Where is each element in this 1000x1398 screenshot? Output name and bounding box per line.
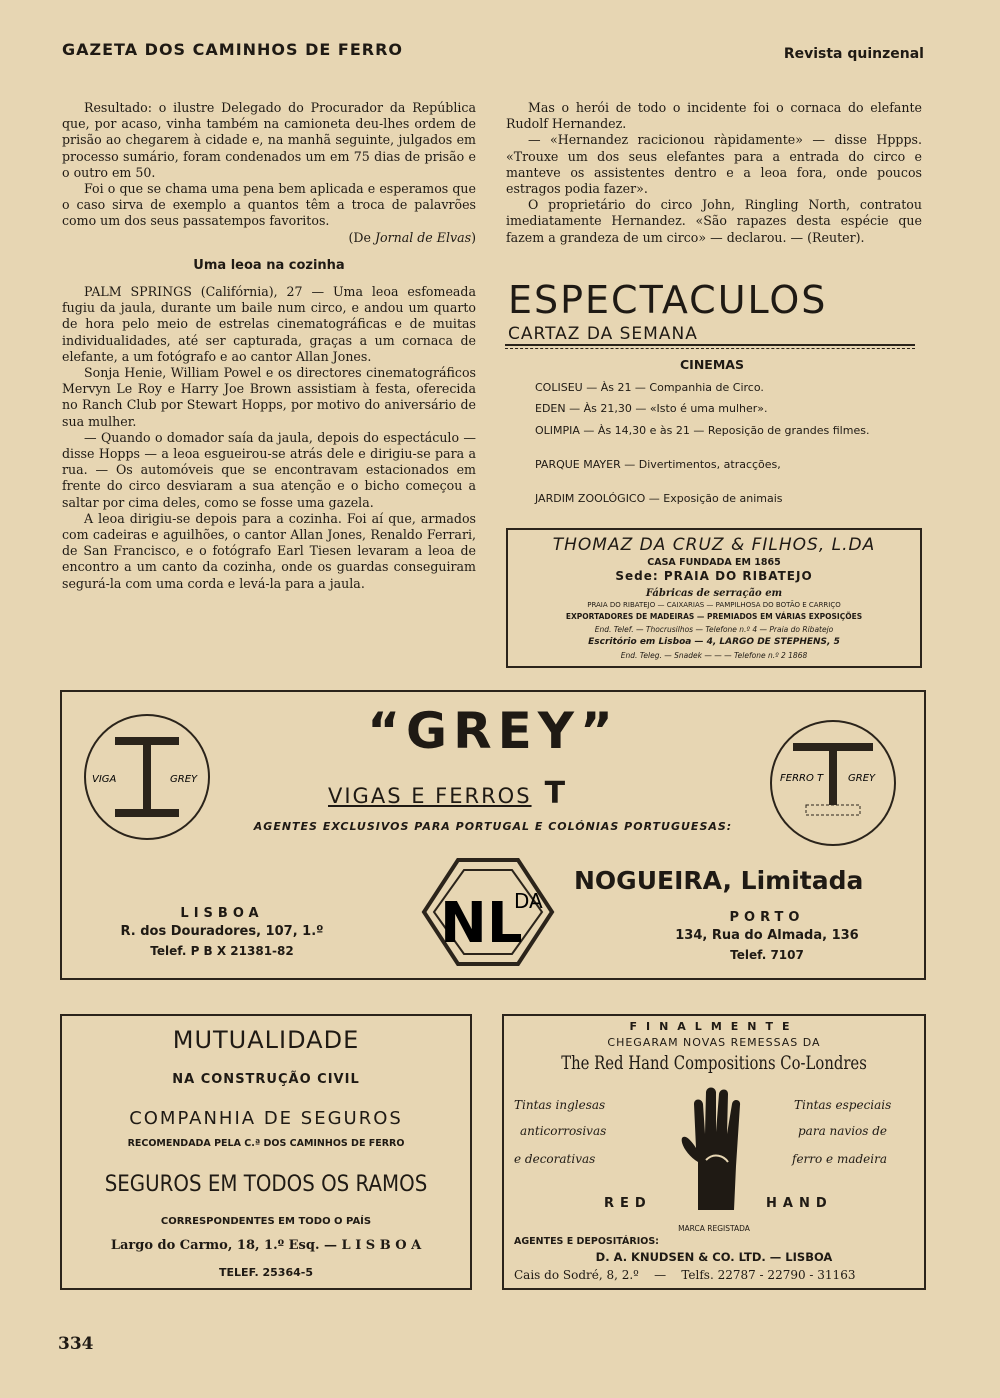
redhand-company: D. A. KNUDSEN & CO. LTD. — LISBOA bbox=[595, 1250, 833, 1264]
thomaz-teleg: End. Teleg. — Snadek — — — Telefone n.º 2 1868 bbox=[620, 651, 808, 660]
mutualidade-line8: TELEF. 25364-5 bbox=[219, 1266, 313, 1279]
source-prefix: (De bbox=[348, 229, 375, 245]
journal-title: GAZETA DOS CAMINHOS DE FERRO bbox=[62, 40, 404, 59]
redhand-address: Cais do Sodré, 8, 2.º — Telfs. 22787 - 22790 - 31163 bbox=[514, 1268, 856, 1282]
mutualidade-line4: RECOMENDADA PELA C.ª DOS CAMINHOS DE FERRO bbox=[127, 1138, 405, 1149]
right-logo-label-a: FERRO T bbox=[780, 773, 824, 784]
paragraph: PALM SPRINGS (Califórnia), 27 — Uma leoa esfomeada fugiu da jaula, durante um baile num circo, e andou um quarto de hora pelo meio de estrelas cinematográficas e de muitas individualidades, até ser capturada, graças a um cornaca de elefante, a um fotógrafo e ao cantor Allan Jones. bbox=[62, 284, 476, 364]
mutualidade-ad bbox=[60, 1014, 472, 1290]
program-item: COLISEU — Às 21 — Companhia de Circo. bbox=[535, 381, 764, 394]
grey-subtitle-row bbox=[328, 776, 565, 811]
paragraph: — Quando o domador saía da jaula, depois do espectáculo — disse Hopps — a leoa esgueirou-se atrás dele e dirigiu-se para a rua. — Os automóveis que se encontravam estacionados em frente do circo desviaram a sua atenção e o bicho começou a saltar por cima deles, como se fosse uma gazela. bbox=[62, 429, 476, 510]
redhand-line3: The Red Hand Compositions Co-Londres bbox=[561, 1052, 867, 1074]
lisboa-block bbox=[72, 906, 372, 958]
redhand-right-b: para navios de bbox=[798, 1124, 888, 1138]
redhand-left-b: anticorrosivas bbox=[520, 1124, 607, 1138]
grey-agents: AGENTES EXCLUSIVOS PARA PORTUGAL E COLÓNIAS PORTUGUESAS: bbox=[253, 820, 733, 833]
mutualidade-title: MUTUALIDADE bbox=[172, 1026, 360, 1054]
lisboa-city: LISBOA bbox=[180, 906, 264, 921]
right-column bbox=[506, 100, 922, 246]
thomaz-telef: End. Telef. — Thocrusilhos — Telefone n.º 4 — Praia do Ribatejo bbox=[594, 625, 834, 634]
porto-telephone: Telef. 7107 bbox=[730, 948, 804, 962]
program-item: EDEN — Às 21,30 — «Isto é uma mulher». bbox=[535, 402, 768, 415]
grey-ad bbox=[60, 690, 926, 980]
redhand-left-c: e decorativas bbox=[514, 1152, 596, 1166]
source-title: Jornal de Elvas bbox=[374, 229, 472, 245]
thomaz-founded: CASA FUNDADA EM 1865 bbox=[647, 557, 781, 568]
paragraph: A leoa dirigiu-se depois para a cozinha. Foi aí que, armados com cadeiras e aguilhões, o cantor Allan Jones, Renaldo Ferrari, de San Francisco, e o fotógrafo Earl Tiesen levaram a leoa de encontro a um canto da cozinha, onde os guardas conseguiram segurá-la com uma corda e levá-la para a jaula. bbox=[62, 510, 476, 591]
red-hand-icon bbox=[676, 1082, 756, 1212]
program-item: JARDIM ZOOLÓGICO — Exposição de animais bbox=[535, 492, 783, 505]
porto-address: 134, Rua do Almada, 136 bbox=[675, 928, 859, 943]
journal-subtitle: Revista quinzenal bbox=[783, 46, 924, 62]
grey-subtitle: VIGAS E FERROS bbox=[328, 784, 532, 808]
redhand-line2: CHEGARAM NOVAS REMESSAS DA bbox=[607, 1036, 821, 1049]
paragraph: Resultado: o ilustre Delegado do Procurador da República que, por acaso, vinha também na camioneta deu-lhes ordem de prisão ao chegarem à cidade e, na manhã seguinte, julgados em processo sumário, foram condenados um em 75 dias de prisão e o outro em 50. bbox=[62, 100, 476, 180]
paragraph: Sonja Henie, William Powel e os directores cinematográficos Mervyn Le Roy e Harry Joe Brown assistiam à festa, oferecida no Ranch Club por Stewart Hopps, por motivo do aniversário de sua mulher. bbox=[62, 365, 476, 429]
paragraph: — «Hernandez racicionou ràpidamente» — disse Hppps. «Trouxe um dos seus elefantes para a entrada do circo e manteve os assistentes dentro e a leoa fora, onde poucos estragos podia fazer». bbox=[506, 132, 922, 197]
thomaz-locations: PRAIA DO RIBATEJO — CAIXARIAS — PAMPILHOSA DO BOTÃO E CARRIÇO bbox=[587, 601, 841, 609]
nl-logo-sup: DA bbox=[514, 889, 543, 913]
nl-logo-letters: NL bbox=[440, 891, 523, 956]
left-logo-label-b: GREY bbox=[170, 774, 198, 785]
source-credit bbox=[62, 230, 476, 246]
thomaz-sede: Sede: PRAIA DO RIBATEJO bbox=[615, 569, 813, 583]
mutualidade-line5: SEGUROS EM TODOS OS RAMOS bbox=[104, 1172, 428, 1197]
thomaz-name: THOMAZ DA CRUZ & FILHOS, L.DA bbox=[552, 535, 876, 555]
page-number: 334 bbox=[58, 1334, 94, 1354]
redhand-hand: HAND bbox=[766, 1196, 833, 1211]
grey-title: “GREY” bbox=[367, 702, 619, 760]
right-logo-label-b: GREY bbox=[848, 773, 876, 784]
espectaculos-title: ESPECTACULOS bbox=[508, 278, 828, 322]
redhand-agents: AGENTES E DEPOSITÁRIOS: bbox=[514, 1236, 659, 1247]
program-item: PARQUE MAYER — Divertimentos, atracções, bbox=[535, 458, 781, 471]
redhand-line1: FINALMENTE bbox=[629, 1020, 799, 1033]
article-subheading: Uma leoa na cozinha bbox=[193, 257, 345, 273]
mutualidade-line6: CORRESPONDENTES EM TODO O PAÍS bbox=[160, 1216, 372, 1227]
mutualidade-line3: COMPANHIA DE SEGUROS bbox=[129, 1108, 403, 1129]
program-item: OLIMPIA — Às 14,30 e às 21 — Reposição de grandes filmes. bbox=[535, 424, 870, 437]
left-logo-label-a: VIGA bbox=[92, 774, 117, 785]
lisboa-address: R. dos Douradores, 107, 1.º bbox=[120, 924, 324, 939]
redhand-right-a: Tintas especiais bbox=[794, 1098, 892, 1112]
porto-city: PORTO bbox=[729, 910, 805, 925]
nogueira-company: NOGUEIRA, Limitada bbox=[574, 866, 864, 895]
thomaz-escritorio: Escritório em Lisboa — 4, LARGO DE STEPHENS, 5 bbox=[588, 637, 840, 647]
source-suffix: ) bbox=[471, 229, 476, 245]
redhand-red: RED bbox=[604, 1196, 652, 1211]
espectaculos-subtitle: CARTAZ DA SEMANA bbox=[508, 324, 698, 344]
left-column bbox=[62, 100, 476, 592]
divider bbox=[505, 344, 915, 349]
porto-block bbox=[622, 910, 912, 962]
redhand-right-c: ferro e madeira bbox=[792, 1152, 888, 1166]
thomaz-exportadores: EXPORTADORES DE MADEIRAS — PREMIADOS EM VÁRIAS EXPOSIÇÕES bbox=[565, 612, 863, 621]
thomaz-ad bbox=[506, 528, 922, 668]
redhand-ad bbox=[502, 1014, 926, 1290]
paragraph: O proprietário do circo John, Ringling North, contratou imediatamente Hernandez. «São rapazes desta espécie que fazem a grandeza de um circo» — declarou. — (Reuter). bbox=[506, 197, 922, 245]
nl-logo-icon bbox=[418, 856, 558, 968]
mutualidade-line2: NA CONSTRUÇÃO CIVIL bbox=[172, 1072, 360, 1087]
grey-t-letter: T bbox=[544, 776, 566, 811]
paragraph: Foi o que se chama uma pena bem aplicada e esperamos que o caso sirva de exemplo a quantos têm a troca de palavrões como um dos seus passatempos favoritos. bbox=[62, 181, 476, 229]
lisboa-telephone: Telef. P B X 21381-82 bbox=[150, 944, 294, 958]
redhand-marca: MARCA REGISTADA bbox=[678, 1224, 750, 1233]
mutualidade-line7: Largo do Carmo, 18, 1.º Esq. — L I S B O A bbox=[110, 1238, 422, 1253]
redhand-left-a: Tintas inglesas bbox=[514, 1098, 606, 1112]
thomaz-fabricas: Fábricas de serração em bbox=[645, 588, 783, 599]
cinemas-heading: CINEMAS bbox=[680, 357, 744, 372]
paragraph: Mas o herói de todo o incidente foi o cornaca do elefante Rudolf Hernandez. bbox=[506, 100, 922, 132]
